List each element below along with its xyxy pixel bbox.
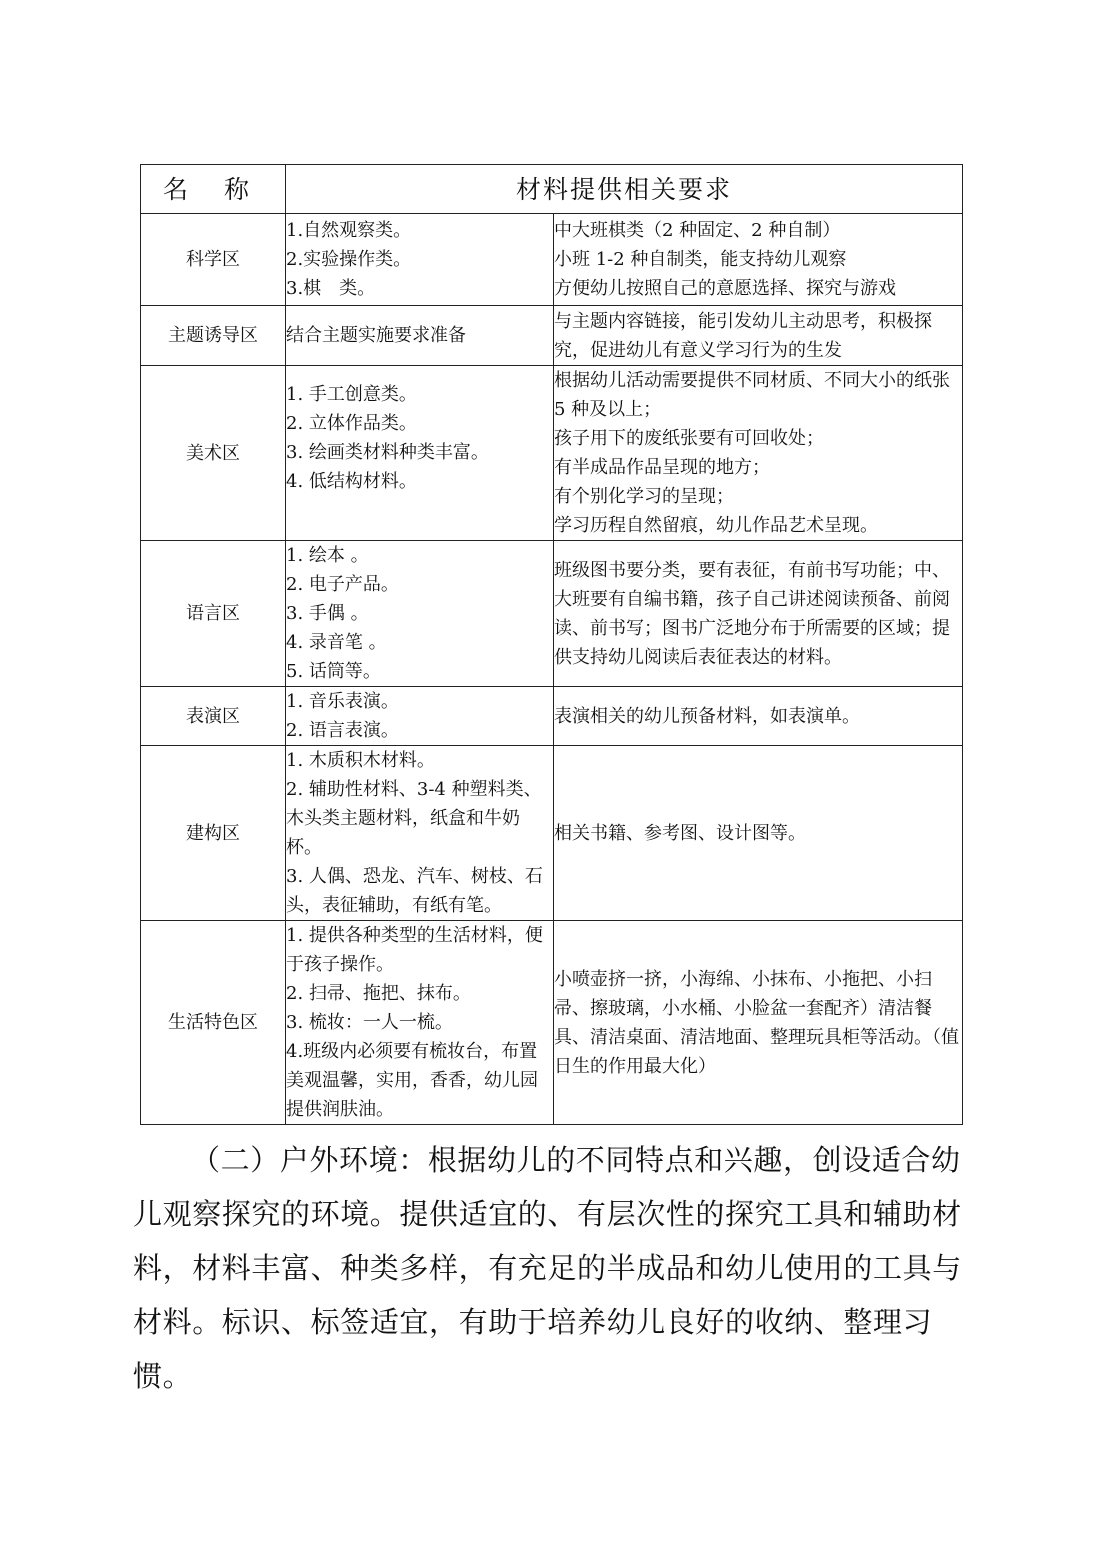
material-item: 5. 话筒等。: [286, 661, 381, 682]
material-item: 2. 立体作品类。: [286, 413, 417, 434]
material-item: 2. 扫帚、拖把、抹布。: [286, 983, 471, 1004]
material-item: 2.实验操作类。: [286, 249, 412, 270]
header-name: 名 称: [141, 165, 286, 214]
material-item: 3. 梳妆：一人一梳。: [286, 1012, 453, 1033]
material-item: 3.棋 类。: [286, 278, 376, 299]
requirements-cell: [554, 746, 963, 921]
materials-cell: [286, 366, 554, 541]
material-item: 1. 手工创意类。: [286, 384, 417, 405]
table-row: [141, 746, 963, 921]
requirements-cell: [554, 214, 963, 306]
requirements-cell: [554, 366, 963, 541]
material-item: 1. 音乐表演。: [286, 691, 399, 712]
zone-name: 建构区: [141, 746, 286, 921]
table-header-row: [141, 165, 963, 214]
requirement-item: 小班 1-2 种自制类，能支持幼儿观察: [554, 249, 847, 270]
paragraph-text: （二）户外环境：根据幼儿的不同特点和兴趣，创设适合幼儿观察探究的环境。提供适宜的、有层次性的探究工具和辅助材料，材料丰富、种类多样，有充足的半成品和幼儿使用的工具与材料。标识、标签适宜，有助于培养幼儿良好的收纳、整理习惯。: [133, 1143, 962, 1393]
material-item: 结合主题实施要求准备: [286, 325, 466, 346]
requirement-item: 有半成品作品呈现的地方；: [554, 457, 770, 478]
materials-requirements-table: [140, 164, 963, 1125]
materials-cell: [286, 921, 554, 1125]
requirement-item: 表演相关的幼儿预备材料，如表演单。: [554, 705, 860, 727]
material-item: 2. 语言表演。: [286, 720, 399, 741]
requirement-item: 孩子用下的废纸张要有可回收处；: [554, 428, 824, 449]
requirement-item: 与主题内容链接，能引发幼儿主动思考，积极探究，促进幼儿有意义学习行为的生发: [554, 310, 932, 361]
requirement-item: 相关书籍、参考图、设计图等。: [554, 822, 806, 844]
material-item: 4.班级内必须要有梳妆台，布置美观温馨，实用，香香，幼儿园提供润肤油。: [286, 1041, 538, 1120]
material-item: 3. 人偶、恐龙、汽车、树枝、石头，表征辅助，有纸有笔。: [286, 866, 543, 916]
material-item: 4. 录音笔 。: [286, 632, 387, 653]
requirements-cell: [554, 687, 963, 746]
table-row: [141, 541, 963, 687]
zone-name: 生活特色区: [141, 921, 286, 1125]
requirement-item: 班级图书要分类，要有表征，有前书写功能；中、大班要有自编书籍，孩子自己讲述阅读预备、前阅读、前书写；图书广泛地分布于所需要的区域；提供支持幼儿阅读后表征表达的材料。: [554, 559, 950, 668]
requirement-item: 有个别化学习的呈现；: [554, 486, 734, 507]
material-item: 1.自然观察类。: [286, 220, 412, 241]
materials-cell: [286, 746, 554, 921]
material-item: 3. 手偶 。: [286, 603, 369, 624]
material-item: 2. 电子产品。: [286, 574, 399, 595]
table-row: [141, 687, 963, 746]
requirement-item: 根据幼儿活动需要提供不同材质、不同大小的纸张 5 种及以上；: [554, 370, 950, 420]
zone-name: 主题诱导区: [141, 306, 286, 366]
materials-cell: [286, 541, 554, 687]
header-requirements: 材料提供相关要求: [286, 165, 963, 214]
zone-name: 科学区: [141, 214, 286, 306]
zone-name: 美术区: [141, 366, 286, 541]
requirement-item: 方便幼儿按照自己的意愿选择、探究与游戏: [554, 278, 896, 299]
material-item: 2. 辅助性材料、3-4 种塑料类、木头类主题材料，纸盒和牛奶杯。: [286, 779, 542, 858]
zone-name: 表演区: [141, 687, 286, 746]
requirement-item: 中大班棋类（2 种固定、2 种自制）: [554, 220, 841, 241]
requirements-cell: [554, 541, 963, 687]
requirement-item: 小喷壶挤一挤，小海绵、小抹布、小拖把、小扫帚、擦玻璃，小水桶、小脸盆一套配齐）清洁餐具、清洁桌面、清洁地面、整理玩具柜等活动。（值日生的作用最大化）: [554, 968, 959, 1077]
table-row: [141, 366, 963, 541]
zone-name: 语言区: [141, 541, 286, 687]
materials-cell: [286, 214, 554, 306]
material-item: 1. 木质积木材料。: [286, 750, 435, 771]
table-row: [141, 921, 963, 1125]
requirement-item: 学习历程自然留痕，幼儿作品艺术呈现。: [554, 515, 878, 536]
material-item: 1. 绘本 。: [286, 545, 369, 566]
table-row: [141, 306, 963, 366]
materials-cell: [286, 306, 554, 366]
outdoor-environment-paragraph: [133, 1133, 973, 1403]
material-item: 4. 低结构材料。: [286, 471, 417, 492]
material-item: 3. 绘画类材料种类丰富。: [286, 442, 489, 463]
table-row: [141, 214, 963, 306]
materials-cell: [286, 687, 554, 746]
requirements-cell: [554, 921, 963, 1125]
requirements-cell: [554, 306, 963, 366]
material-item: 1. 提供各种类型的生活材料，便于孩子操作。: [286, 925, 543, 975]
